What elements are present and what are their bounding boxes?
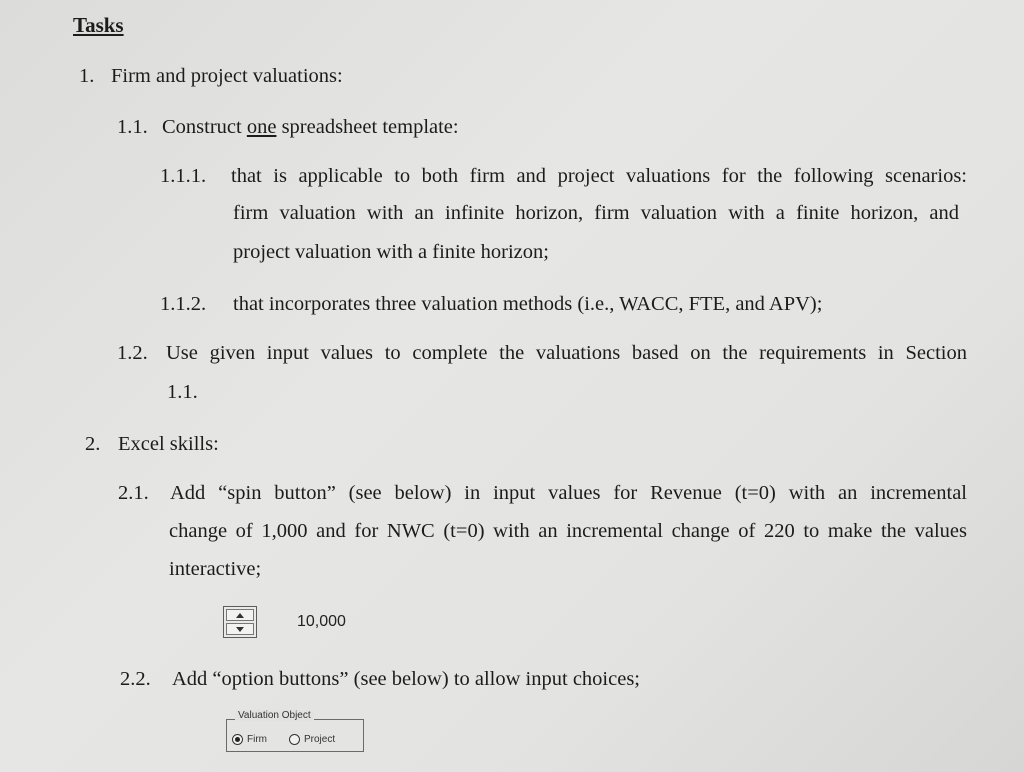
spin-button-example[interactable] [223,606,257,638]
item-2-number: 2. [85,433,101,455]
item-2-1-number: 2.1. [118,482,149,504]
item-1-number: 1. [79,65,95,87]
item-1-2-number: 1.2. [117,342,148,364]
radio-project-label: Project [304,734,336,745]
item-2-2-number: 2.2. [120,668,151,690]
item-1-2-line-1: Use given input values to complete the valuations based on the requirements in Section [166,342,967,364]
item-1-1-1-line-1: that is applicable to both firm and project valuations for the following scenarios: [231,165,967,187]
item-1-1-1-line-3: project valuation with a finite horizon; [233,241,549,263]
spin-value: 10,000 [297,613,346,630]
option-group-legend: Valuation Object [235,710,314,721]
radio-project[interactable] [289,734,300,745]
item-1-1-2-number: 1.1.2. [160,293,207,315]
item-1-text: Firm and project valuations: [111,65,343,87]
item-2-1-line-1: Add “spin button” (see below) in input values for Revenue (t=0) with an incremental [170,482,967,504]
radio-firm[interactable] [232,734,243,745]
item-1-1-text: Construct one spreadsheet template: [162,116,459,138]
item-1-2-line-2: 1.1. [167,381,198,403]
item-2-2-text: Add “option buttons” (see below) to allow input choices; [172,668,640,690]
spin-down-arrow-icon[interactable] [226,623,254,635]
spin-up-arrow-icon[interactable] [226,609,254,621]
radio-selected-dot-icon [235,737,240,742]
item-2-text: Excel skills: [118,433,219,455]
item-1-1-number: 1.1. [117,116,148,138]
item-2-1-line-3: interactive; [169,558,262,580]
tasks-heading: Tasks [73,13,124,37]
underlined-one: one [246,116,277,138]
item-1-1-2-text: that incorporates three valuation methods (i.e., WACC, FTE, and APV); [233,293,823,315]
item-2-1-line-2: change of 1,000 and for NWC (t=0) with an incremental change of 220 to make the values [169,520,967,542]
item-1-1-1-number: 1.1.1. [160,165,207,187]
item-1-1-1-line-2: firm valuation with an infinite horizon, firm valuation with a finite horizon, and [233,202,959,224]
radio-firm-label: Firm [247,734,267,745]
